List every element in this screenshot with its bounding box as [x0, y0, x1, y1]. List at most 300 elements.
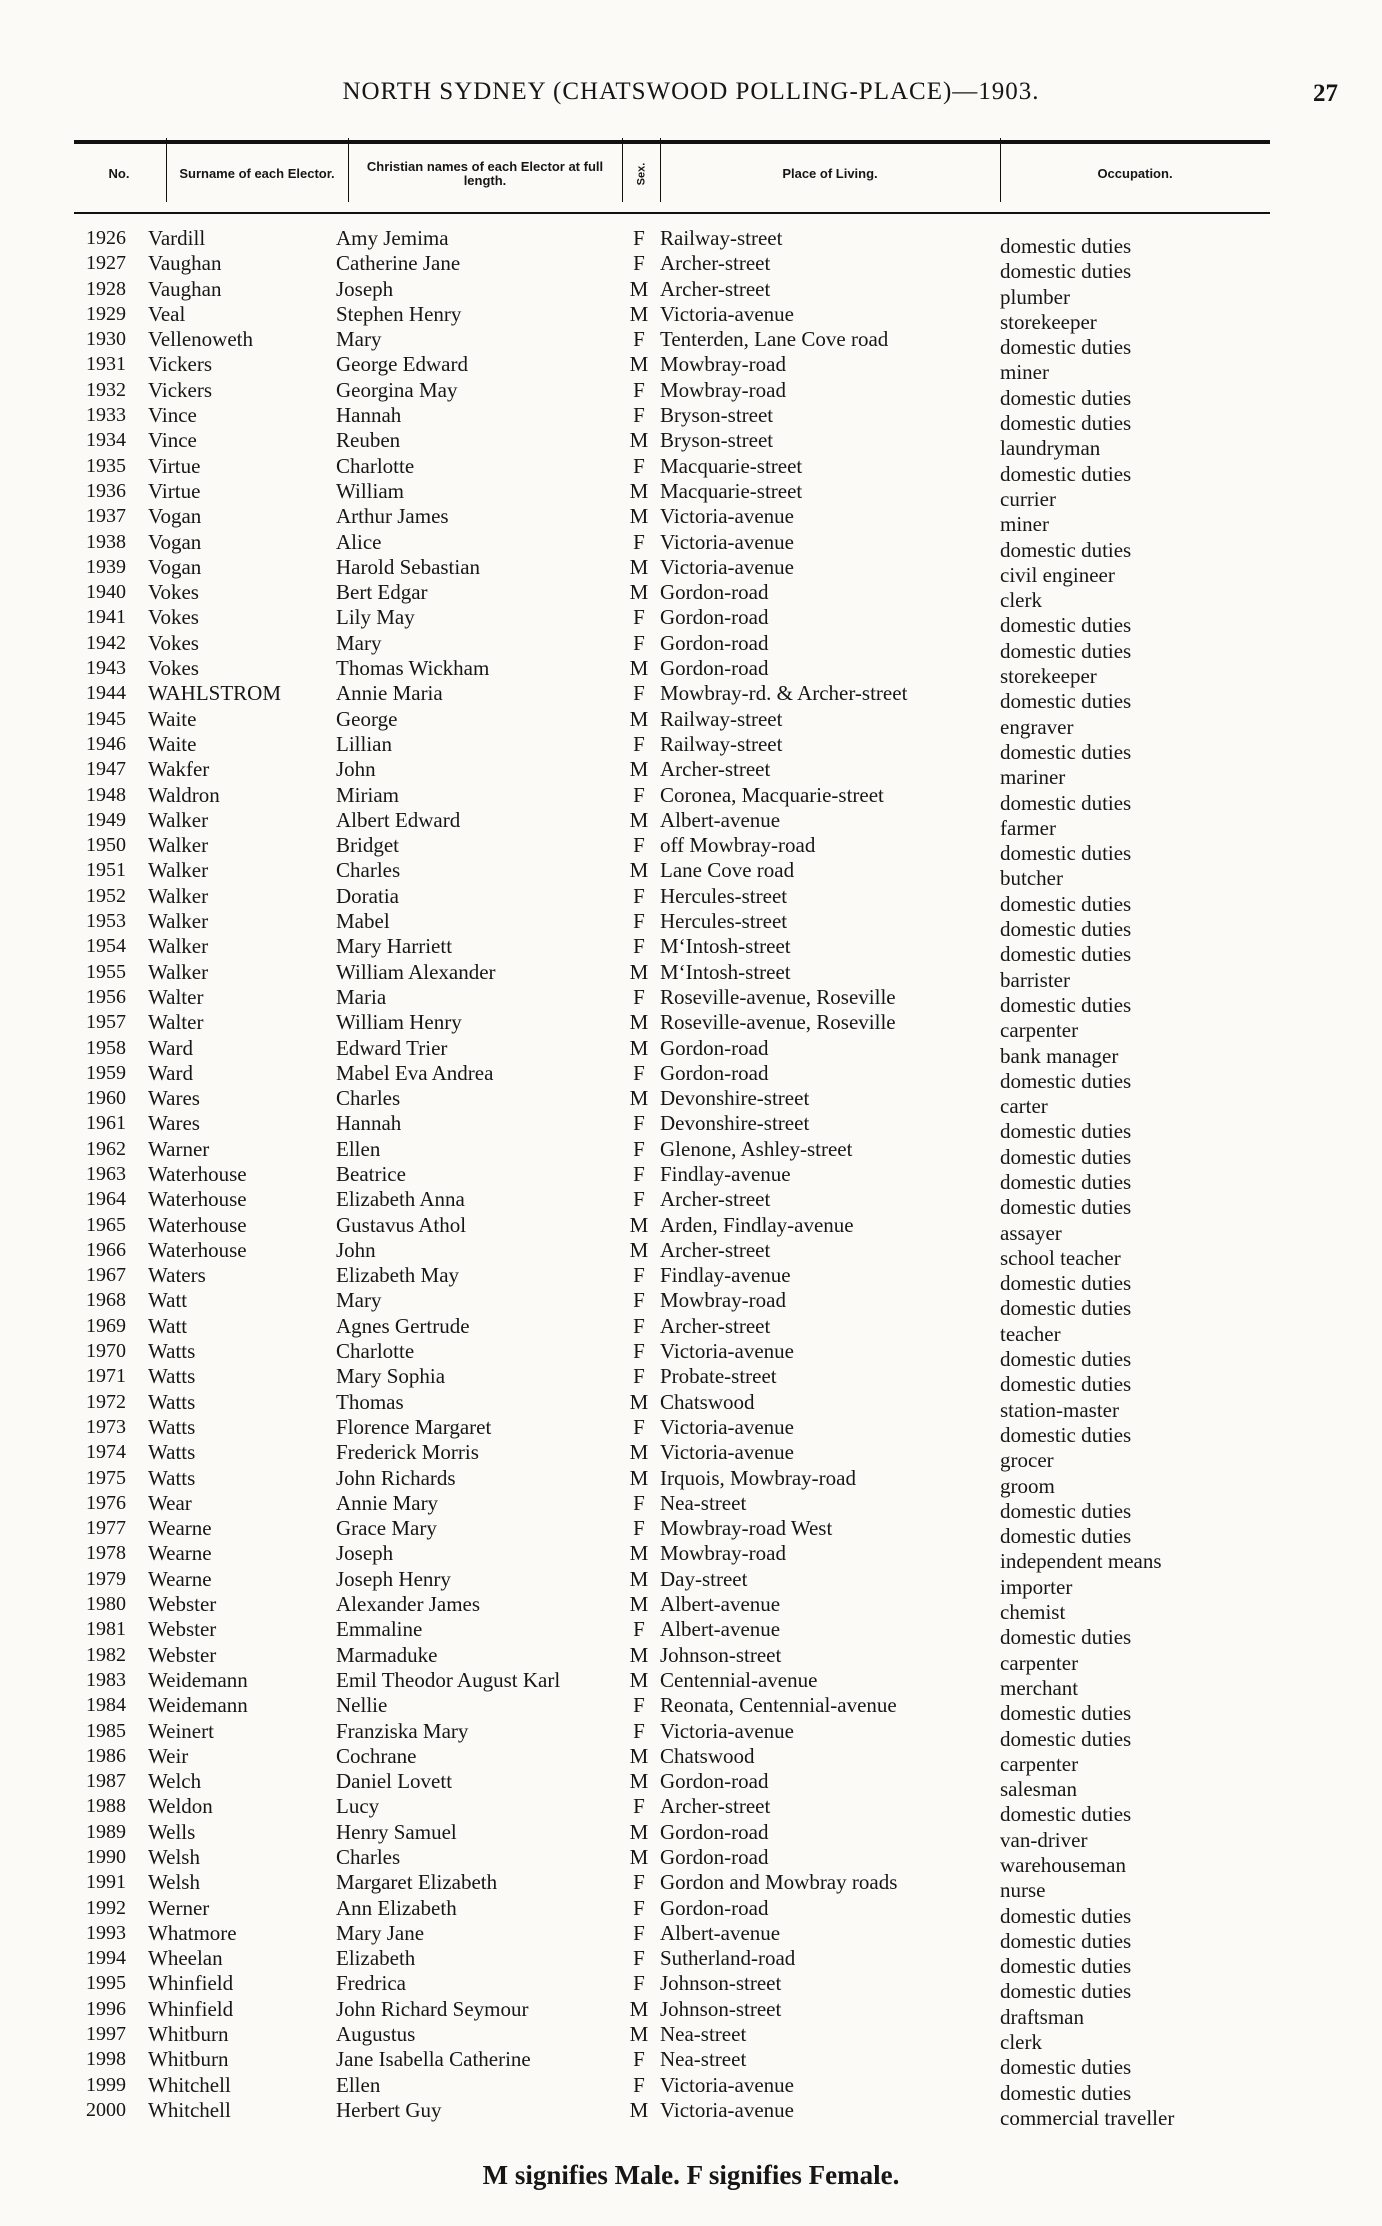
elector-number: 1950	[86, 834, 126, 857]
elector-place: Day-street	[660, 1566, 748, 1591]
elector-christian-names: Lily May	[336, 605, 415, 630]
elector-sex: F	[633, 1060, 645, 1085]
elector-sex: F	[633, 1794, 645, 1819]
elector-number: 1996	[86, 1997, 126, 2020]
elector-sex: F	[633, 731, 645, 756]
elector-occupation: clerk	[1000, 2030, 1042, 2055]
elector-sex: F	[633, 833, 645, 858]
elector-surname: Wakfer	[148, 757, 210, 782]
table-row	[0, 1617, 1382, 1650]
elector-occupation: domestic duties	[1000, 942, 1132, 967]
elector-surname: Virtue	[148, 478, 201, 503]
elector-occupation: domestic duties	[1000, 335, 1132, 360]
elector-place: Mowbray-road	[660, 377, 786, 402]
elector-number: 1984	[86, 1694, 126, 1717]
elector-christian-names: Ellen	[336, 1136, 381, 1161]
elector-place: Gordon-road	[660, 656, 769, 681]
elector-surname: Watts	[148, 1414, 196, 1439]
elector-number: 1939	[86, 555, 126, 578]
table-row	[0, 731, 1382, 764]
elector-sex: M	[629, 1389, 649, 1414]
elector-number: 1926	[86, 227, 126, 249]
elector-sex: F	[633, 1414, 645, 1439]
table-row	[0, 757, 1382, 790]
elector-place: Victoria-avenue	[660, 1339, 794, 1364]
table-row	[0, 858, 1382, 891]
elector-place: Archer-street	[660, 1187, 771, 1212]
elector-number: 1981	[86, 1618, 126, 1641]
elector-place: M‘Intosh-street	[660, 934, 791, 959]
elector-place: Nea-street	[660, 2047, 747, 2072]
column-separator	[1000, 138, 1001, 202]
table-row	[0, 1920, 1382, 1953]
table-row	[0, 1010, 1382, 1043]
elector-sex: M	[629, 1819, 649, 1844]
elector-occupation: domestic duties	[1000, 234, 1132, 258]
elector-place: Hercules-street	[660, 909, 788, 934]
elector-sex: F	[633, 909, 645, 934]
elector-occupation: farmer	[1000, 815, 1056, 840]
elector-christian-names: Edward Trier	[336, 1035, 448, 1060]
elector-occupation: teacher	[1000, 1321, 1061, 1346]
elector-occupation: barrister	[1000, 967, 1070, 992]
elector-christian-names: Albert Edward	[336, 807, 461, 832]
elector-surname: Vogan	[148, 504, 202, 529]
table-row	[0, 1971, 1382, 2004]
elector-number: 1929	[86, 302, 126, 325]
elector-occupation: domestic duties	[1000, 613, 1132, 638]
elector-surname: Whitburn	[148, 2022, 229, 2047]
elector-occupation: domestic duties	[1000, 1954, 1132, 1979]
elector-occupation: domestic duties	[1000, 917, 1132, 942]
elector-christian-names: Stephen Henry	[336, 301, 462, 326]
table-row	[0, 1339, 1382, 1372]
elector-number: 1951	[86, 859, 126, 882]
elector-surname: Waterhouse	[148, 1161, 247, 1186]
elector-place: Macquarie-street	[660, 478, 803, 503]
elector-surname: Wares	[148, 1111, 200, 1136]
elector-sex: F	[633, 1161, 645, 1186]
elector-place: Lane Cove road	[660, 858, 795, 883]
elector-surname: Walker	[148, 833, 209, 858]
elector-number: 1991	[86, 1871, 126, 1894]
elector-sex: F	[633, 934, 645, 959]
elector-sex: F	[633, 1136, 645, 1161]
elector-number: 1973	[86, 1415, 126, 1438]
elector-occupation: domestic duties	[1000, 1271, 1132, 1296]
elector-number: 1987	[86, 1770, 126, 1793]
elector-christian-names: Mary Harriett	[336, 934, 453, 959]
elector-surname: Wearne	[148, 1566, 212, 1591]
column-separator	[348, 138, 349, 202]
elector-sex: F	[633, 377, 645, 402]
elector-number: 1928	[86, 277, 126, 300]
elector-surname: Waters	[148, 1263, 206, 1288]
table-row	[0, 1996, 1382, 2029]
elector-number: 1977	[86, 1517, 126, 1540]
elector-number: 1962	[86, 1137, 126, 1160]
table-row	[0, 1060, 1382, 1093]
elector-number: 1959	[86, 1061, 126, 1084]
table-row	[0, 1187, 1382, 1220]
elector-christian-names: Joseph	[336, 1541, 394, 1566]
elector-number: 1993	[86, 1921, 126, 1944]
elector-sex: F	[633, 1693, 645, 1718]
elector-occupation: carpenter	[1000, 1751, 1079, 1776]
table-row	[0, 883, 1382, 916]
table-row	[0, 554, 1382, 587]
elector-sex: M	[629, 1769, 649, 1794]
elector-sex: F	[633, 403, 645, 428]
table-row	[0, 1161, 1382, 1194]
elector-occupation: civil engineer	[1000, 562, 1115, 587]
elector-surname: Walker	[148, 858, 209, 883]
elector-surname: Webster	[148, 1592, 217, 1617]
elector-number: 1969	[86, 1314, 126, 1337]
elector-surname: Waite	[148, 706, 197, 731]
elector-sex: M	[629, 858, 649, 883]
elector-number: 1957	[86, 1011, 126, 1034]
elector-christian-names: Bridget	[336, 833, 399, 858]
elector-number: 1986	[86, 1744, 126, 1767]
elector-occupation: domestic duties	[1000, 1802, 1132, 1827]
elector-place: Gordon-road	[660, 1819, 769, 1844]
elector-sex: M	[629, 478, 649, 503]
table-row	[0, 1414, 1382, 1447]
table-row	[0, 1136, 1382, 1169]
elector-place: Gordon-road	[660, 1060, 769, 1085]
elector-christian-names: Alice	[336, 529, 382, 554]
elector-sex: F	[633, 984, 645, 1009]
table-row	[0, 1794, 1382, 1827]
table-row	[0, 1389, 1382, 1422]
elector-sex: M	[629, 2097, 649, 2122]
elector-place: Victoria-avenue	[660, 2097, 794, 2122]
elector-place: Johnson-street	[660, 1642, 782, 1667]
elector-number: 1980	[86, 1593, 126, 1616]
elector-sex: F	[633, 226, 645, 250]
elector-sex: F	[633, 529, 645, 554]
elector-place: Hercules-street	[660, 883, 788, 908]
elector-surname: Weldon	[148, 1794, 213, 1819]
elector-number: 1983	[86, 1668, 126, 1691]
elector-number: 1999	[86, 2073, 126, 2096]
elector-sex: M	[629, 1642, 649, 1667]
elector-occupation: domestic duties	[1000, 1928, 1132, 1953]
page-title: NORTH SYDNEY (CHATSWOOD POLLING-PLACE)—1903.	[342, 78, 1040, 105]
elector-sex: M	[629, 1743, 649, 1768]
elector-place: Bryson-street	[660, 403, 774, 428]
elector-number: 1936	[86, 479, 126, 502]
elector-occupation: domestic duties	[1000, 1625, 1132, 1650]
elector-number: 1938	[86, 530, 126, 553]
table-row	[0, 1035, 1382, 1068]
elector-surname: Wares	[148, 1086, 200, 1111]
elector-place: Railway-street	[660, 731, 783, 756]
elector-number: 1979	[86, 1567, 126, 1590]
elector-occupation: domestic duties	[1000, 1372, 1132, 1397]
table-row	[0, 1237, 1382, 1270]
elector-surname: Vokes	[148, 605, 199, 630]
elector-occupation: commercial traveller	[1000, 2105, 1175, 2130]
elector-sex: F	[633, 782, 645, 807]
elector-sex: M	[629, 656, 649, 681]
elector-number: 1946	[86, 732, 126, 755]
elector-number: 1985	[86, 1719, 126, 1742]
elector-sex: F	[633, 1895, 645, 1920]
elector-occupation: grocer	[1000, 1448, 1054, 1473]
elector-place: Chatswood	[660, 1389, 755, 1414]
elector-place: Roseville-avenue, Roseville	[660, 1010, 896, 1035]
elector-occupation: domestic duties	[1000, 1119, 1132, 1144]
elector-place: Devonshire-street	[660, 1111, 810, 1136]
elector-christian-names: Bert Edgar	[336, 580, 428, 605]
elector-number: 1948	[86, 783, 126, 806]
elector-occupation: salesman	[1000, 1777, 1077, 1802]
elector-occupation: domestic duties	[1000, 461, 1132, 486]
elector-place: Reonata, Centennial-avenue	[660, 1693, 897, 1718]
elector-surname: Webster	[148, 1642, 217, 1667]
elector-christian-names: Jane Isabella Catherine	[336, 2047, 531, 2072]
elector-sex: M	[629, 757, 649, 782]
elector-number: 1927	[86, 252, 126, 275]
elector-occupation: domestic duties	[1000, 638, 1132, 663]
elector-number: 1982	[86, 1643, 126, 1666]
elector-place: Albert-avenue	[660, 1617, 781, 1642]
elector-surname: Walker	[148, 807, 209, 832]
elector-occupation: domestic duties	[1000, 1068, 1132, 1093]
elector-place: Gordon-road	[660, 630, 769, 655]
elector-surname: Weidemann	[148, 1667, 248, 1692]
elector-place: Victoria-avenue	[660, 554, 794, 579]
elector-christian-names: Emmaline	[336, 1617, 423, 1642]
elector-surname: Ward	[148, 1035, 193, 1060]
table-row	[0, 656, 1382, 689]
elector-christian-names: Gustavus Athol	[336, 1212, 467, 1237]
table-row	[0, 1895, 1382, 1928]
elector-christian-names: Thomas	[336, 1389, 404, 1414]
elector-surname: Watts	[148, 1440, 196, 1465]
elector-occupation: domestic duties	[1000, 1169, 1132, 1194]
elector-number: 1975	[86, 1466, 126, 1489]
table-row	[0, 1566, 1382, 1599]
elector-place: Victoria-avenue	[660, 1718, 794, 1743]
elector-sex: M	[629, 1566, 649, 1591]
elector-place: Gordon-road	[660, 1769, 769, 1794]
elector-place: Irquois, Mowbray-road	[660, 1465, 856, 1490]
elector-sex: F	[633, 1971, 645, 1996]
elector-sex: M	[629, 1010, 649, 1035]
table-row	[0, 1490, 1382, 1523]
elector-place: Mowbray-road	[660, 352, 786, 377]
elector-place: Mowbray-road West	[660, 1516, 833, 1541]
elector-place: Johnson-street	[660, 1971, 782, 1996]
elector-sex: F	[633, 1870, 645, 1895]
elector-christian-names: Mabel Eva Andrea	[336, 1060, 494, 1085]
elector-number: 1994	[86, 1947, 126, 1970]
table-row	[0, 706, 1382, 739]
elector-christian-names: Margaret Elizabeth	[336, 1870, 498, 1895]
elector-occupation: domestic duties	[1000, 891, 1132, 916]
elector-number: 1972	[86, 1390, 126, 1413]
elector-number: 1945	[86, 707, 126, 730]
elector-place: Johnson-street	[660, 1996, 782, 2021]
elector-number: 1937	[86, 505, 126, 528]
elector-christian-names: Mary	[336, 630, 382, 655]
table-row	[0, 1870, 1382, 1903]
elector-christian-names: Thomas Wickham	[336, 656, 490, 681]
elector-surname: Vellenoweth	[148, 327, 253, 352]
elector-occupation: plumber	[1000, 284, 1070, 309]
elector-surname: Watt	[148, 1313, 188, 1338]
elector-occupation: van-driver	[1000, 1827, 1088, 1852]
elector-occupation: domestic duties	[1000, 2055, 1132, 2080]
elector-christian-names: Doratia	[336, 883, 399, 908]
table-row	[0, 807, 1382, 840]
elector-number: 1992	[86, 1896, 126, 1919]
table-row	[0, 377, 1382, 410]
elector-surname: Vickers	[148, 377, 213, 402]
elector-place: Victoria-avenue	[660, 504, 794, 529]
elector-christian-names: Lillian	[336, 731, 392, 756]
elector-sex: M	[629, 959, 649, 984]
elector-place: Tenterden, Lane Cove road	[660, 327, 889, 352]
elector-christian-names: William Henry	[336, 1010, 462, 1035]
elector-sex: M	[629, 504, 649, 529]
elector-surname: Vokes	[148, 630, 199, 655]
table-row	[0, 1743, 1382, 1776]
elector-occupation: domestic duties	[1000, 259, 1132, 284]
table-row	[0, 909, 1382, 942]
elector-sex: F	[633, 327, 645, 352]
elector-occupation: domestic duties	[1000, 385, 1132, 410]
elector-sex: M	[629, 276, 649, 301]
table-row	[0, 2022, 1382, 2055]
elector-surname: Walter	[148, 984, 204, 1009]
elector-number: 1978	[86, 1542, 126, 1565]
column-header-no: No.	[108, 166, 130, 181]
elector-surname: Veal	[148, 301, 186, 326]
table-row	[0, 1263, 1382, 1296]
elector-sex: F	[633, 1263, 645, 1288]
table-row	[0, 478, 1382, 511]
table-row	[0, 1440, 1382, 1473]
elector-number: 1971	[86, 1365, 126, 1388]
table-row	[0, 1642, 1382, 1675]
table-row	[0, 1364, 1382, 1397]
elector-sex: M	[629, 1086, 649, 1111]
elector-christian-names: John Richard Seymour	[336, 1996, 529, 2021]
elector-occupation: domestic duties	[1000, 992, 1132, 1017]
elector-surname: Webster	[148, 1617, 217, 1642]
table-row	[0, 630, 1382, 663]
table-row	[0, 251, 1382, 284]
elector-occupation: draftsman	[1000, 2004, 1084, 2029]
elector-sex: M	[629, 301, 649, 326]
elector-sex: F	[633, 453, 645, 478]
elector-christian-names: Beatrice	[336, 1161, 406, 1186]
elector-christian-names: Augustus	[336, 2022, 416, 2047]
elector-number: 1967	[86, 1264, 126, 1287]
elector-christian-names: John	[336, 1237, 376, 1262]
elector-sex: F	[633, 2072, 645, 2097]
table-row	[0, 327, 1382, 360]
table-row	[0, 2072, 1382, 2105]
table-row	[0, 428, 1382, 461]
elector-sex: M	[629, 1996, 649, 2021]
table-row	[0, 504, 1382, 537]
elector-number: 1932	[86, 378, 126, 401]
elector-surname: Vokes	[148, 580, 199, 605]
elector-christian-names: Annie Maria	[336, 681, 443, 706]
elector-christian-names: Henry Samuel	[336, 1819, 457, 1844]
elector-sex: F	[633, 251, 645, 276]
elector-place: Victoria-avenue	[660, 1440, 794, 1465]
elector-sex: M	[629, 1592, 649, 1617]
table-row	[0, 1111, 1382, 1144]
elector-sex: M	[629, 1465, 649, 1490]
elector-occupation: domestic duties	[1000, 841, 1132, 866]
elector-occupation: carter	[1000, 1094, 1048, 1119]
elector-number: 1956	[86, 985, 126, 1008]
elector-christian-names: Florence Margaret	[336, 1414, 492, 1439]
elector-surname: Waterhouse	[148, 1212, 247, 1237]
elector-number: 1952	[86, 884, 126, 907]
elector-occupation: bank manager	[1000, 1043, 1119, 1068]
elector-surname: Waterhouse	[148, 1187, 247, 1212]
elector-christian-names: Charlotte	[336, 453, 415, 478]
elector-occupation: clerk	[1000, 588, 1042, 613]
elector-surname: Watts	[148, 1389, 196, 1414]
elector-place: Findlay-avenue	[660, 1263, 791, 1288]
elector-surname: Watts	[148, 1465, 196, 1490]
elector-sex: F	[633, 1718, 645, 1743]
elector-surname: Wear	[148, 1490, 192, 1515]
elector-christian-names: Charles	[336, 1086, 401, 1111]
elector-christian-names: Miriam	[336, 782, 399, 807]
elector-number: 1995	[86, 1972, 126, 1995]
elector-christian-names: Ann Elizabeth	[336, 1895, 457, 1920]
elector-surname: Watts	[148, 1339, 196, 1364]
elector-christian-names: Frederick Morris	[336, 1440, 479, 1465]
elector-occupation: domestic duties	[1000, 1296, 1132, 1321]
elector-place: Glenone, Ashley-street	[660, 1136, 853, 1161]
elector-sex: F	[633, 1313, 645, 1338]
elector-number: 1954	[86, 935, 126, 958]
elector-number: 1965	[86, 1213, 126, 1236]
elector-number: 1941	[86, 606, 126, 629]
elector-occupation: carpenter	[1000, 1650, 1079, 1675]
elector-number: 1940	[86, 581, 126, 604]
elector-place: Railway-street	[660, 226, 783, 250]
elector-occupation: currier	[1000, 486, 1056, 511]
elector-place: Bryson-street	[660, 428, 774, 453]
elector-number: 2000	[86, 2098, 126, 2121]
elector-place: Mowbray-rd. & Archer-street	[660, 681, 908, 706]
table-row	[0, 1693, 1382, 1726]
elector-place: Probate-street	[660, 1364, 777, 1389]
elector-place: Archer-street	[660, 1313, 771, 1338]
footer-legend: M signifies Male. F signifies Female.	[482, 2160, 900, 2190]
elector-christian-names: Amy Jemima	[336, 226, 449, 250]
table-row	[0, 2097, 1382, 2130]
elector-christian-names: Harold Sebastian	[336, 554, 481, 579]
elector-christian-names: Hannah	[336, 403, 402, 428]
elector-number: 1953	[86, 910, 126, 933]
elector-surname: Ward	[148, 1060, 193, 1085]
elector-sex: M	[629, 1667, 649, 1692]
elector-surname: Walker	[148, 934, 209, 959]
